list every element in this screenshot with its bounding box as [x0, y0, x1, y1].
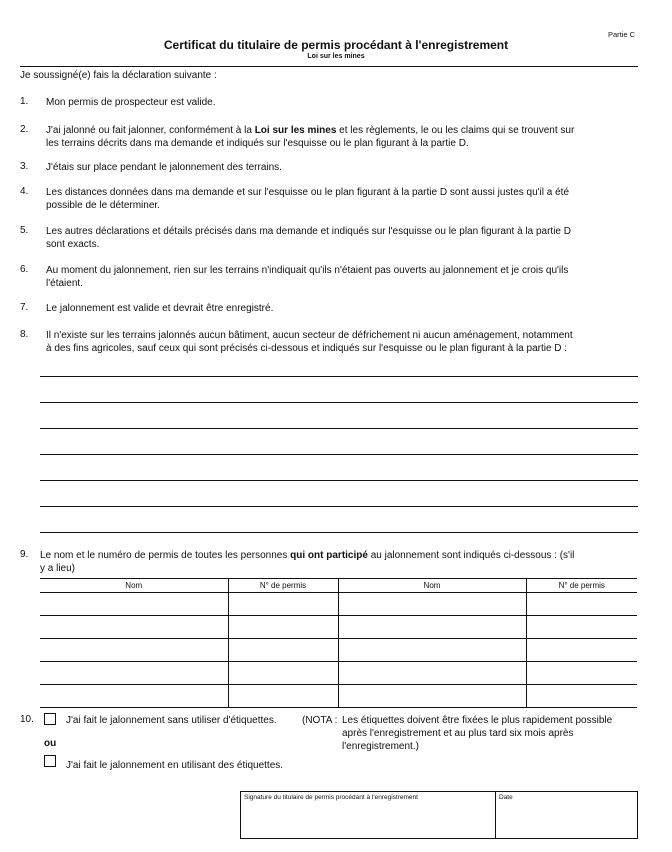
- item-8-text: [46, 329, 640, 355]
- item-2-line1: [46, 124, 640, 137]
- option-with-tags-label: J'ai fait le jalonnement en utilisant des étiquettes.: [66, 760, 284, 771]
- item-5-number: 5.: [20, 225, 29, 236]
- column-header-name: Nom: [40, 579, 228, 593]
- item-8-writing-line[interactable]: [40, 532, 638, 533]
- permit-cell[interactable]: [228, 616, 338, 639]
- item-2-line2: les terrains décrits dans ma demande et indiqués sur l'esquisse ou le plan figurant à la partie D.: [46, 138, 469, 149]
- item-3-text: [46, 161, 282, 174]
- date-label: Date: [499, 794, 513, 801]
- item-9-pre: Le nom et le numéro de permis de toutes les personnes: [40, 550, 291, 561]
- permit-cell[interactable]: [228, 685, 338, 708]
- item-2-bold: Loi sur les mines: [254, 125, 337, 136]
- no-tags-checkbox[interactable]: [44, 713, 56, 725]
- column-header-permit: N° de permis: [228, 579, 338, 593]
- item-5-text: [46, 225, 640, 251]
- item-8-writing-line[interactable]: [40, 506, 638, 507]
- item-8-writing-line[interactable]: [40, 376, 638, 377]
- table-row: [40, 616, 637, 639]
- name-cell[interactable]: [338, 685, 526, 708]
- item-1-number: 1.: [20, 96, 29, 107]
- column-header-name: Nom: [338, 579, 526, 593]
- item-8-line1: Il n'existe sur les terrains jalonnés aucun bâtiment, aucun secteur de défrichement ni aucun aménagement, notamment: [46, 330, 573, 341]
- name-cell[interactable]: [40, 662, 228, 685]
- item-5-line2: sont exacts.: [46, 239, 100, 250]
- permit-cell[interactable]: [228, 662, 338, 685]
- participants-table: [40, 578, 637, 708]
- name-cell[interactable]: [338, 662, 526, 685]
- table-row: [40, 639, 637, 662]
- item-1-text: [46, 96, 216, 109]
- option-no-tags-label: J'ai fait le jalonnement sans utiliser d'étiquettes.: [66, 715, 277, 726]
- permit-cell[interactable]: [228, 593, 338, 616]
- name-cell[interactable]: [40, 639, 228, 662]
- table-row: [40, 593, 637, 616]
- nota-line2: après l'enregistrement et au plus tard six mois après: [342, 728, 574, 739]
- item-7-line1: Le jalonnement est valide et devrait être enregistré.: [46, 303, 274, 314]
- item-2-number: 2.: [20, 124, 29, 135]
- permit-cell[interactable]: [526, 662, 637, 685]
- item-8-writing-line[interactable]: [40, 428, 638, 429]
- form-title: Certificat du titulaire de permis procédant à l'enregistrement: [163, 38, 509, 52]
- item-8-writing-line[interactable]: [40, 454, 638, 455]
- nota-line1: Les étiquettes doivent être fixées le plus rapidement possible: [342, 715, 613, 726]
- item-8-number: 8.: [20, 329, 29, 340]
- nota-label: (NOTA :: [302, 715, 338, 726]
- table-row: [40, 685, 637, 708]
- name-cell[interactable]: [338, 639, 526, 662]
- item-2-text: [46, 124, 640, 150]
- signature-label: Signature du titulaire de permis procédant à l'enregistrement: [244, 794, 418, 801]
- name-cell[interactable]: [338, 593, 526, 616]
- item-9-number: 9.: [20, 549, 29, 560]
- form-subtitle: Loi sur les mines: [307, 53, 365, 60]
- item-6-line1: Au moment du jalonnement, rien sur les terrains n'indiquait qu'ils n'étaient pas ouverts au jalonnement et je crois qu'ils: [46, 265, 569, 276]
- item-6-line2: l'étaient.: [46, 278, 83, 289]
- item-10-number: 10.: [20, 714, 34, 725]
- item-2-pre: J'ai jalonné ou fait jalonner, conformément à la: [46, 125, 255, 136]
- item-6-number: 6.: [20, 264, 29, 275]
- item-4-number: 4.: [20, 186, 29, 197]
- signature-box: [240, 791, 638, 839]
- permit-cell[interactable]: [526, 639, 637, 662]
- header-rule: [20, 66, 638, 67]
- permit-cell[interactable]: [526, 593, 637, 616]
- item-9-bold: qui ont participé: [290, 550, 368, 561]
- item-4-line2: possible de le déterminer.: [46, 200, 160, 211]
- item-9-line1: [40, 549, 640, 562]
- name-cell[interactable]: [40, 593, 228, 616]
- or-label: ou: [44, 738, 57, 749]
- item-7-number: 7.: [20, 302, 29, 313]
- name-cell[interactable]: [40, 616, 228, 639]
- item-2-post: et les règlements, le ou les claims qui se trouvent sur: [336, 125, 575, 136]
- item-4-text: [46, 186, 640, 212]
- nota-line3: l'enregistrement.): [342, 741, 419, 752]
- permit-cell[interactable]: [526, 616, 637, 639]
- item-9-post: au jalonnement sont indiqués ci-dessous : (s'il: [367, 550, 575, 561]
- item-8-writing-line[interactable]: [40, 480, 638, 481]
- item-3-number: 3.: [20, 161, 29, 172]
- intro-text: Je soussigné(e) fais la déclaration suivante :: [20, 70, 217, 81]
- permit-cell[interactable]: [228, 639, 338, 662]
- item-1-line1: Mon permis de prospecteur est valide.: [46, 97, 216, 108]
- name-cell[interactable]: [338, 616, 526, 639]
- part-label: Partie C: [608, 30, 636, 39]
- item-8-line2: à des fins agricoles, sauf ceux qui sont précisés ci-dessous et indiqués sur l'esquisse ou le plan figurant à la partie D :: [46, 343, 568, 354]
- table-header-row: [40, 579, 637, 593]
- item-7-text: [46, 302, 273, 315]
- item-6-text: [46, 264, 640, 290]
- with-tags-checkbox[interactable]: [44, 755, 56, 767]
- item-9-text: [40, 549, 640, 575]
- permit-cell[interactable]: [526, 685, 637, 708]
- signature-divider: [495, 792, 496, 838]
- nota-text: [342, 714, 640, 753]
- item-9-line2: y a lieu): [40, 563, 76, 574]
- item-8-writing-line[interactable]: [40, 402, 638, 403]
- name-cell[interactable]: [40, 685, 228, 708]
- column-header-permit: N° de permis: [526, 579, 637, 593]
- item-5-line1: Les autres déclarations et détails précisés dans ma demande et indiqués sur l'esquisse ou le plan figurant à la partie D: [46, 226, 571, 237]
- table-row: [40, 662, 637, 685]
- item-4-line1: Les distances données dans ma demande et sur l'esquisse ou le plan figurant à la partie D sont aussi justes qu'il a été: [46, 187, 570, 198]
- item-3-line1: J'étais sur place pendant le jalonnement des terrains.: [46, 162, 282, 173]
